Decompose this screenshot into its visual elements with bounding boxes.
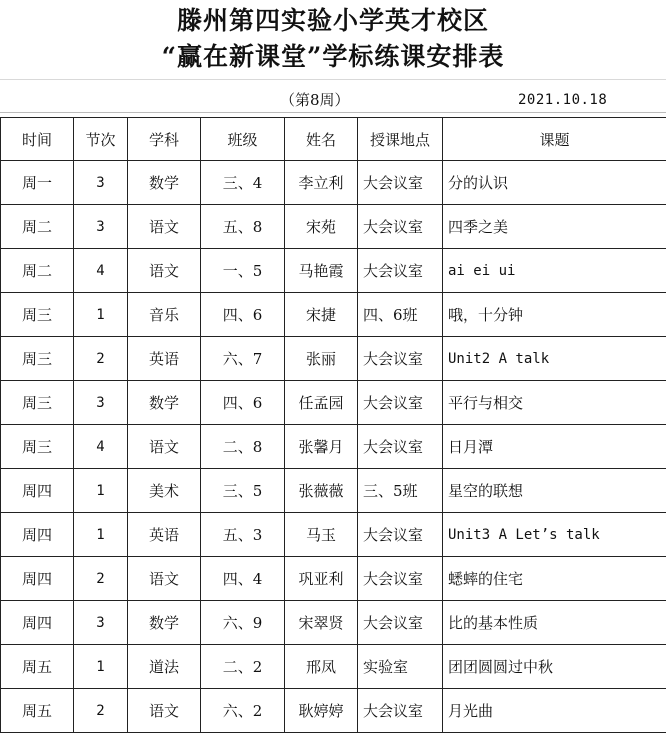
cell-location: 大会议室 <box>358 557 443 601</box>
cell-day: 周三 <box>1 381 74 425</box>
table-row <box>1 293 666 337</box>
cell-topic: 团团圆圆过中秋 <box>443 645 666 689</box>
header-topic: 课题 <box>443 118 666 161</box>
header-class: 班级 <box>201 118 285 161</box>
cell-period: 2 <box>74 337 128 381</box>
cell-subject: 英语 <box>128 337 201 381</box>
cell-topic: 蟋蟀的住宅 <box>443 557 666 601</box>
table-row <box>1 425 666 469</box>
cell-subject: 道法 <box>128 645 201 689</box>
cell-topic: 四季之美 <box>443 205 666 249</box>
cell-class: 三、4 <box>201 161 285 205</box>
cell-topic: 比的基本性质 <box>443 601 666 645</box>
cell-class: 三、5 <box>201 469 285 513</box>
cell-teacher: 李立利 <box>285 161 358 205</box>
cell-teacher: 耿婷婷 <box>285 689 358 733</box>
week-label: （第8周） <box>280 91 350 109</box>
cell-location: 大会议室 <box>358 689 443 733</box>
cell-period: 1 <box>74 293 128 337</box>
table-row <box>1 249 666 293</box>
table-row <box>1 469 666 513</box>
table-row <box>1 601 666 645</box>
cell-location: 大会议室 <box>358 205 443 249</box>
cell-topic: 日月潭 <box>443 425 666 469</box>
cell-subject: 英语 <box>128 513 201 557</box>
header-location: 授课地点 <box>358 118 443 161</box>
divider <box>0 112 666 113</box>
header-time: 时间 <box>1 118 74 161</box>
cell-period: 1 <box>74 469 128 513</box>
date-label: 2021.10.18 <box>518 92 608 108</box>
cell-location: 四、6班 <box>358 293 443 337</box>
cell-class: 二、2 <box>201 645 285 689</box>
cell-class: 二、8 <box>201 425 285 469</box>
cell-period: 2 <box>74 557 128 601</box>
cell-topic: 月光曲 <box>443 689 666 733</box>
cell-period: 4 <box>74 249 128 293</box>
cell-topic: 分的认识 <box>443 161 666 205</box>
cell-class: 六、9 <box>201 601 285 645</box>
cell-day: 周一 <box>1 161 74 205</box>
cell-subject: 美术 <box>128 469 201 513</box>
cell-location: 大会议室 <box>358 425 443 469</box>
header-period: 节次 <box>74 118 128 161</box>
cell-teacher: 巩亚利 <box>285 557 358 601</box>
cell-day: 周四 <box>1 601 74 645</box>
table-row <box>1 161 666 205</box>
cell-period: 3 <box>74 381 128 425</box>
cell-subject: 语文 <box>128 249 201 293</box>
table-row <box>1 381 666 425</box>
cell-subject: 数学 <box>128 381 201 425</box>
cell-day: 周三 <box>1 293 74 337</box>
cell-period: 1 <box>74 645 128 689</box>
cell-topic: 平行与相交 <box>443 381 666 425</box>
cell-subject: 音乐 <box>128 293 201 337</box>
cell-day: 周四 <box>1 557 74 601</box>
cell-topic: 星空的联想 <box>443 469 666 513</box>
cell-period: 4 <box>74 425 128 469</box>
header-subject: 学科 <box>128 118 201 161</box>
cell-subject: 语文 <box>128 205 201 249</box>
cell-subject: 语文 <box>128 689 201 733</box>
cell-class: 六、7 <box>201 337 285 381</box>
cell-day: 周四 <box>1 469 74 513</box>
cell-day: 周二 <box>1 249 74 293</box>
cell-day: 周三 <box>1 425 74 469</box>
cell-topic: 哦，十分钟 <box>443 293 666 337</box>
cell-day: 周二 <box>1 205 74 249</box>
cell-period: 3 <box>74 601 128 645</box>
cell-day: 周四 <box>1 513 74 557</box>
table-row <box>1 689 666 733</box>
cell-period: 3 <box>74 161 128 205</box>
cell-day: 周三 <box>1 337 74 381</box>
cell-class: 四、6 <box>201 381 285 425</box>
table-row <box>1 513 666 557</box>
cell-class: 四、4 <box>201 557 285 601</box>
cell-location: 大会议室 <box>358 337 443 381</box>
header-teacher: 姓名 <box>285 118 358 161</box>
cell-period: 1 <box>74 513 128 557</box>
cell-location: 大会议室 <box>358 249 443 293</box>
cell-location: 实验室 <box>358 645 443 689</box>
table-header-row <box>1 118 666 161</box>
cell-period: 3 <box>74 205 128 249</box>
table-row <box>1 645 666 689</box>
cell-day: 周五 <box>1 689 74 733</box>
cell-topic: Unit2 A talk <box>443 337 666 381</box>
cell-location: 大会议室 <box>358 513 443 557</box>
schedule-table <box>0 117 666 733</box>
cell-teacher: 马艳霞 <box>285 249 358 293</box>
cell-class: 四、6 <box>201 293 285 337</box>
cell-location: 大会议室 <box>358 601 443 645</box>
table-row <box>1 337 666 381</box>
cell-subject: 数学 <box>128 601 201 645</box>
cell-teacher: 张馨月 <box>285 425 358 469</box>
table-row <box>1 205 666 249</box>
table-row <box>1 557 666 601</box>
cell-class: 一、5 <box>201 249 285 293</box>
cell-class: 五、3 <box>201 513 285 557</box>
cell-teacher: 邢凤 <box>285 645 358 689</box>
cell-teacher: 马玉 <box>285 513 358 557</box>
cell-topic: ai ei ui <box>443 249 666 293</box>
cell-teacher: 宋捷 <box>285 293 358 337</box>
cell-topic: Unit3 A Let’s talk <box>443 513 666 557</box>
cell-location: 大会议室 <box>358 381 443 425</box>
cell-subject: 数学 <box>128 161 201 205</box>
cell-subject: 语文 <box>128 557 201 601</box>
cell-class: 六、2 <box>201 689 285 733</box>
cell-teacher: 张薇薇 <box>285 469 358 513</box>
cell-period: 2 <box>74 689 128 733</box>
cell-teacher: 宋苑 <box>285 205 358 249</box>
cell-subject: 语文 <box>128 425 201 469</box>
cell-teacher: 张丽 <box>285 337 358 381</box>
document-title-line1: 滕州第四实验小学英才校区 <box>176 6 489 35</box>
document-title-line2: “赢在新课堂”学标练课安排表 <box>161 42 505 71</box>
cell-day: 周五 <box>1 645 74 689</box>
cell-class: 五、8 <box>201 205 285 249</box>
cell-teacher: 任孟园 <box>285 381 358 425</box>
cell-teacher: 宋翠贤 <box>285 601 358 645</box>
divider <box>0 79 666 80</box>
cell-location: 大会议室 <box>358 161 443 205</box>
cell-location: 三、5班 <box>358 469 443 513</box>
